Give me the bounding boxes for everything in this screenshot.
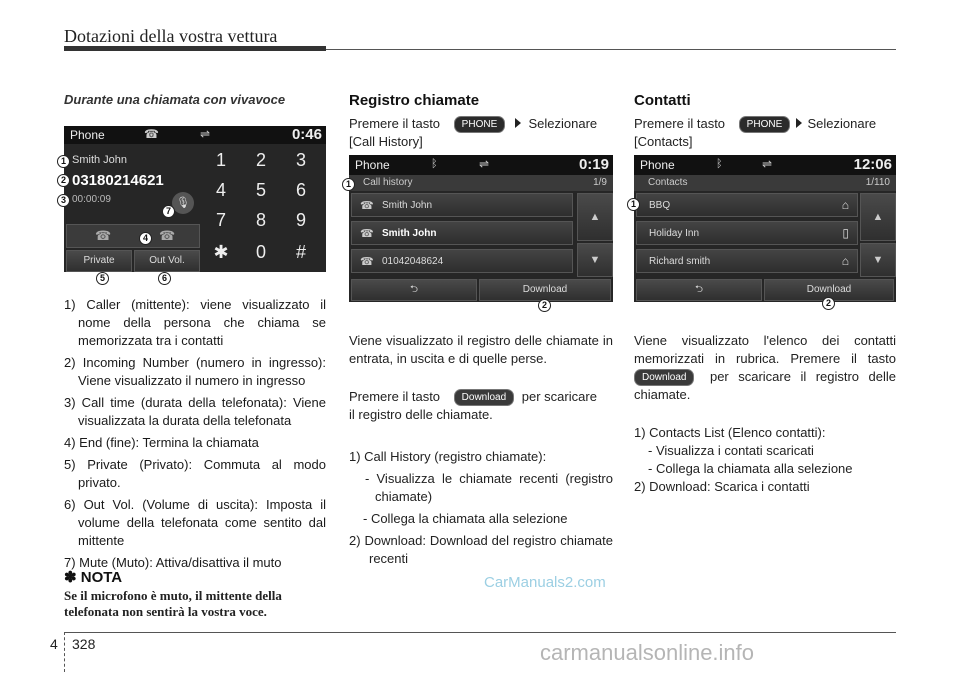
- callout-2: 2: [57, 174, 70, 187]
- end-call-icon[interactable]: ☎: [159, 228, 176, 243]
- section-title-contacts: Contatti: [634, 92, 691, 109]
- arrow-right-icon: [515, 118, 521, 128]
- incoming-call-icon: ☎: [360, 200, 374, 212]
- key-hash[interactable]: #: [295, 242, 306, 262]
- subhead-handsfree: Durante una chiamata con vivavoce: [64, 92, 286, 107]
- phone-icon: ☎: [144, 127, 159, 141]
- call-timer: 0:46: [291, 126, 322, 143]
- key-1[interactable]: 1: [215, 150, 226, 170]
- contact-row[interactable]: [636, 249, 858, 273]
- contacts-items: [634, 424, 896, 496]
- intro-text: Selezionare: [528, 116, 598, 131]
- header-rule: [326, 49, 896, 50]
- row-text: Richard smith: [649, 256, 711, 267]
- scroll-up-button[interactable]: ▲: [860, 193, 896, 241]
- list-item: 6) Out Vol. (Volume di uscita): Imposta il volume della telefonata come sentito dal mittente: [64, 497, 326, 548]
- desc-text: Premere il tasto: [349, 389, 441, 404]
- download-button[interactable]: Download: [479, 279, 611, 301]
- call-history-row[interactable]: [351, 221, 573, 245]
- screen-title: Phone: [70, 128, 105, 142]
- list-subitem: - Collega la chiamata alla selezione: [648, 461, 853, 476]
- list-count: 1/9: [593, 177, 607, 188]
- list-item: 3) Call time (durata della telefonata): Viene visualizzata la durata della telefonata: [64, 395, 326, 428]
- key-2[interactable]: 2: [255, 150, 266, 170]
- key-4[interactable]: 4: [215, 180, 226, 200]
- missed-call-icon: ☎: [360, 256, 374, 268]
- private-button[interactable]: Private: [66, 250, 132, 272]
- callout-1: 1: [57, 155, 70, 168]
- call-history-desc: Viene visualizzato il registro delle chiamate in entrata, in uscita e di quelle perse.: [349, 333, 613, 366]
- back-button[interactable]: ⮌: [636, 279, 762, 301]
- usb-icon: ⇌: [200, 127, 211, 141]
- page-number: 328: [72, 636, 96, 652]
- watermark-footer: carmanualsonline.info: [540, 640, 755, 665]
- list-title: Call history: [363, 177, 413, 188]
- scroll-up-button[interactable]: ▲: [577, 193, 613, 241]
- desc-text: Viene visualizzato l'elenco dei contatti memorizzati in rubrica. Premere il tasto: [634, 333, 896, 366]
- list-item: 7) Mute (Muto): Attiva/disattiva il muto: [64, 555, 282, 570]
- callout-3: 3: [57, 194, 70, 207]
- list-item: 1) Caller (mittente): viene visualizzato il nome della persona che chiama se memorizzata tra i contatti: [64, 297, 326, 348]
- caller-name: Smith John: [72, 154, 128, 166]
- callout-2: 2: [822, 297, 835, 310]
- intro-text: [Contacts]: [634, 134, 693, 149]
- watermark: CarManuals2.com: [484, 574, 606, 591]
- screen-status-bar: [349, 155, 613, 175]
- screen-status-bar: [64, 126, 326, 144]
- intro-text: Premere il tasto: [349, 116, 441, 131]
- home-icon: ⌂: [841, 254, 849, 268]
- screen-title: Phone: [640, 158, 675, 172]
- list-item: 4) End (fine): Termina la chiamata: [64, 435, 259, 450]
- home-icon: ⌂: [841, 198, 849, 212]
- intro-contacts: [634, 115, 896, 151]
- call-icon[interactable]: ☎: [95, 228, 112, 243]
- call-history-row[interactable]: [351, 249, 573, 273]
- desc-text: per scaricare il registro delle chiamate.: [634, 369, 896, 402]
- row-text: 01042048624: [382, 256, 444, 267]
- section-number: 4: [50, 636, 58, 652]
- list-item: 2) Download: Scarica i contatti: [634, 479, 810, 494]
- key-star[interactable]: ✱: [213, 242, 229, 262]
- download-key-pill: Download: [634, 369, 694, 386]
- list-subitem: - Visualizza le chiamate recenti (registro chiamate): [365, 471, 613, 504]
- keypad: [202, 146, 326, 272]
- list-item: 1) Call History (registro chiamate):: [349, 449, 547, 464]
- key-6[interactable]: 6: [295, 180, 306, 200]
- column-handsfree: [64, 92, 326, 107]
- desc-text: per scaricare: [521, 389, 597, 404]
- arrow-right-icon: [796, 118, 802, 128]
- mute-icon[interactable]: 🎙: [172, 192, 194, 214]
- callout-1: 1: [627, 198, 640, 211]
- list-subitem: - Visualizza i contati scaricati: [648, 443, 814, 458]
- list-title: Contacts: [648, 177, 688, 188]
- download-key-pill: Download: [454, 389, 514, 406]
- list-item: 2) Download: Download del registro chiamate recenti: [349, 533, 613, 566]
- list-item: 5) Private (Privato): Commuta al modo privato.: [64, 457, 326, 490]
- callout-2: 2: [538, 299, 551, 312]
- page-header-title: Dotazioni della vostra vettura: [64, 26, 278, 46]
- download-button[interactable]: Download: [764, 279, 894, 301]
- row-text: BBQ: [649, 200, 671, 211]
- call-time: 00:00:09: [72, 194, 111, 205]
- call-history-items: [349, 448, 613, 568]
- list-count: 1/110: [865, 177, 890, 188]
- clock: 12:06: [853, 156, 892, 173]
- call-history-screen: [349, 155, 613, 302]
- key-8[interactable]: 8: [255, 210, 266, 230]
- intro-text: Selezionare: [807, 116, 877, 131]
- row-text: Holiday Inn: [649, 228, 700, 239]
- list-item: 1) Contacts List (Elenco contatti):: [634, 425, 826, 440]
- list-item: 2) Incoming Number (numero in ingresso): Viene visualizzato il numero in ingresso: [64, 355, 326, 388]
- incoming-number: 03180214621: [72, 172, 164, 189]
- column-contacts: [634, 92, 896, 151]
- intro-text: Premere il tasto: [634, 116, 726, 131]
- scroll-down-button[interactable]: ▼: [577, 243, 613, 277]
- key-9[interactable]: 9: [295, 210, 306, 230]
- handsfree-items: [64, 296, 326, 576]
- intro-call-history: [349, 115, 613, 151]
- row-text: Smith John: [382, 228, 437, 239]
- header-bar: [64, 46, 326, 51]
- key-3[interactable]: 3: [295, 150, 306, 170]
- key-5[interactable]: 5: [255, 180, 266, 200]
- callout-4: 4: [139, 232, 152, 245]
- callout-1: 1: [342, 178, 355, 191]
- mobile-icon: ▯: [842, 226, 849, 240]
- call-history-row[interactable]: [351, 193, 573, 217]
- contact-row[interactable]: [636, 193, 858, 217]
- clock: 0:19: [578, 156, 609, 173]
- footer-divider: [64, 632, 65, 672]
- note-block: [64, 568, 326, 620]
- contacts-screen: [634, 155, 896, 302]
- screen-title: Phone: [355, 158, 390, 172]
- contact-row[interactable]: [636, 221, 858, 245]
- bluetooth-icon: ᛒ: [716, 158, 723, 170]
- key-7[interactable]: 7: [215, 210, 226, 230]
- handsfree-screen: [64, 126, 326, 272]
- callout-7: 7: [162, 205, 175, 218]
- phone-key-pill: PHONE: [454, 116, 506, 133]
- scroll-down-button[interactable]: ▼: [860, 243, 896, 277]
- out-vol-button[interactable]: Out Vol.: [134, 250, 200, 272]
- footer-rule: [64, 632, 896, 633]
- usb-icon: ⇌: [479, 157, 490, 171]
- usb-icon: ⇌: [762, 157, 773, 171]
- desc-text: il registro delle chiamate.: [349, 407, 493, 422]
- phone-key-pill: PHONE: [739, 116, 791, 133]
- screen-subheader: [634, 175, 896, 191]
- row-text: Smith John: [382, 200, 433, 211]
- back-button[interactable]: ⮌: [351, 279, 477, 301]
- callout-6: 6: [158, 272, 171, 285]
- bluetooth-icon: ᛒ: [431, 158, 438, 170]
- note-heading: ✽ NOTA: [64, 569, 123, 586]
- note-text: Se il microfono è muto, il mittente della telefonata non sentirà la vostra voce.: [64, 588, 282, 619]
- callout-5: 5: [96, 272, 109, 285]
- screen-subheader: [349, 175, 613, 191]
- outgoing-call-icon: ☎: [360, 228, 374, 240]
- key-0[interactable]: 0: [255, 242, 266, 262]
- end-call-area: [66, 224, 200, 248]
- call-history-download-desc: [349, 388, 613, 424]
- intro-text: [Call History]: [349, 134, 423, 149]
- contacts-desc: [634, 332, 896, 404]
- section-title-call-history: Registro chiamate: [349, 92, 480, 109]
- column-call-history: [349, 92, 613, 151]
- list-subitem: - Collega la chiamata alla selezione: [363, 511, 568, 526]
- screen-status-bar: [634, 155, 896, 175]
